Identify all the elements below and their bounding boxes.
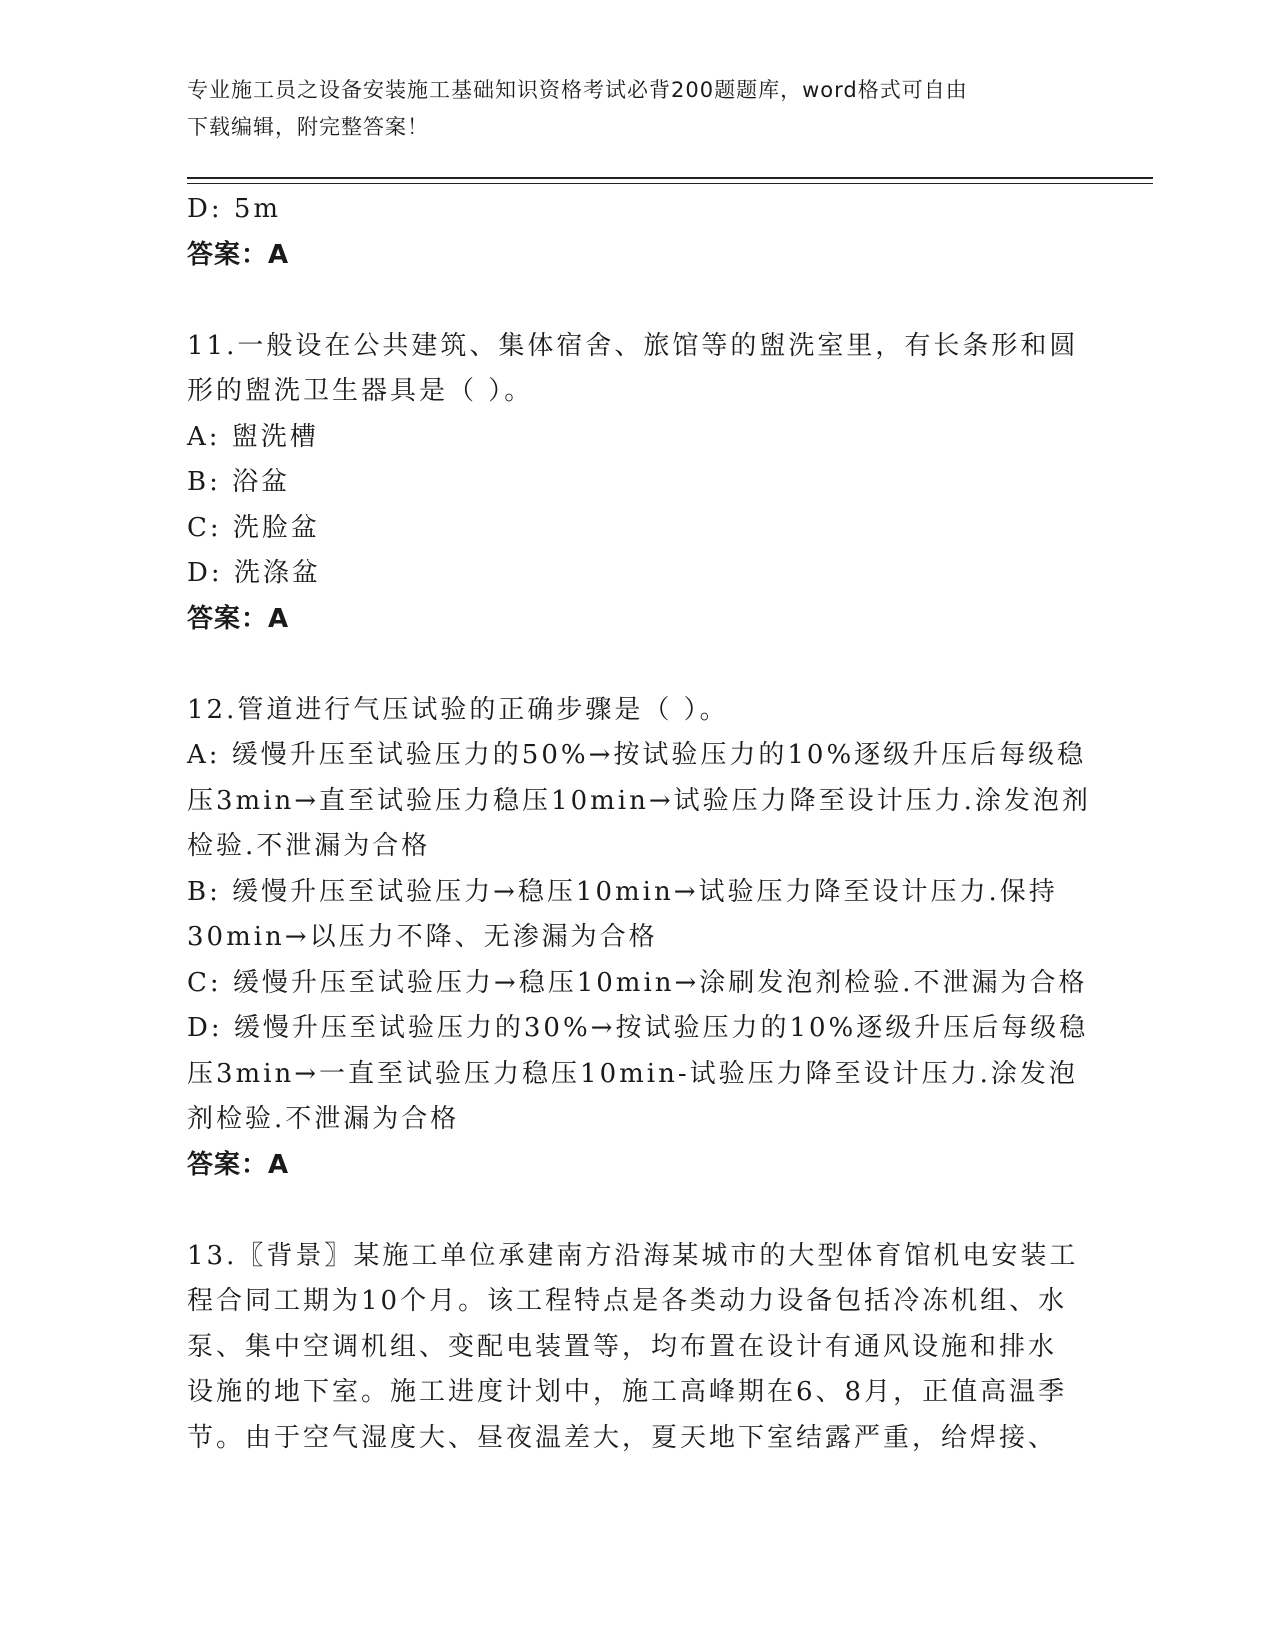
header-divider-thin <box>187 183 1153 184</box>
spacer <box>187 278 1087 324</box>
option-d: D: 缓慢升压至试验压力的30%→按试验压力的10%逐级升压后每级稳 <box>187 1013 1089 1043</box>
option-c: C: 缓慢升压至试验压力→稳压10min→涂刷发泡剂检验.不泄漏为合格 <box>187 967 1088 998</box>
question-13 <box>187 1234 1087 1462</box>
background-text: 程合同工期为10个月。该工程特点是各类动力设备包括冷冻机组、水 <box>187 1286 1068 1316</box>
option-d: D: 洗涤盆 <box>187 558 321 588</box>
option-a-continued: 检验.不泄漏为合格 <box>187 831 431 861</box>
question-11 <box>187 324 1087 643</box>
question-stem: 11.一般设在公共建筑、集体宿舍、旅馆等的盥洗室里，有长条形和圆 <box>187 330 1079 361</box>
option-b-continued: 30min→以压力不降、无渗漏为合格 <box>187 922 658 952</box>
header-divider-thick <box>187 177 1153 179</box>
option-c: C: 洗脸盆 <box>187 512 320 543</box>
header-line-2: 下载编辑，附完整答案！ <box>187 115 429 139</box>
answer-line: 答案：A <box>187 603 290 634</box>
spacer <box>187 1188 1087 1234</box>
background-text: 13.〖背景〗某施工单位承建南方沿海某城市的大型体育馆机电安装工 <box>187 1240 1079 1271</box>
background-text: 节。由于空气湿度大、昼夜温差大，夏天地下室结露严重，给焊接、 <box>187 1422 1058 1453</box>
header-line-1: 专业施工员之设备安装施工基础知识资格考试必背200题题库，word格式可自由 <box>187 78 968 102</box>
question-12 <box>187 688 1091 1189</box>
page-header <box>187 72 1067 146</box>
spacer <box>187 642 1087 688</box>
previous-question-tail <box>187 187 1087 278</box>
answer-line: 答案：A <box>187 239 290 270</box>
option-d: D: 5m <box>187 194 282 224</box>
option-a-continued: 压3min→直至试验压力稳压10min→试验压力降至设计压力.涂发泡剂 <box>187 785 1091 816</box>
option-b: B: 浴盆 <box>187 467 291 497</box>
option-b: B: 缓慢升压至试验压力→稳压10min→试验压力降至设计压力.保持 <box>187 876 1058 907</box>
option-a: A: 缓慢升压至试验压力的50%→按试验压力的10%逐级升压后每级稳 <box>187 740 1087 770</box>
answer-line: 答案：A <box>187 1149 290 1180</box>
question-stem: 形的盥洗卫生器具是（ ）。 <box>187 376 534 406</box>
option-a: A: 盥洗槽 <box>187 421 319 452</box>
question-stem: 12.管道进行气压试验的正确步骤是（ ）。 <box>187 694 729 725</box>
option-d-continued: 压3min→一直至试验压力稳压10min-试验压力降至设计压力.涂发泡 <box>187 1058 1078 1089</box>
background-text: 设施的地下室。施工进度计划中，施工高峰期在6、8月，正值高温季 <box>187 1377 1068 1407</box>
document-body <box>187 187 1091 1461</box>
background-text: 泵、集中空调机组、变配电装置等，均布置在设计有通风设施和排水 <box>187 1331 1058 1362</box>
option-d-continued: 剂检验.不泄漏为合格 <box>187 1104 460 1134</box>
